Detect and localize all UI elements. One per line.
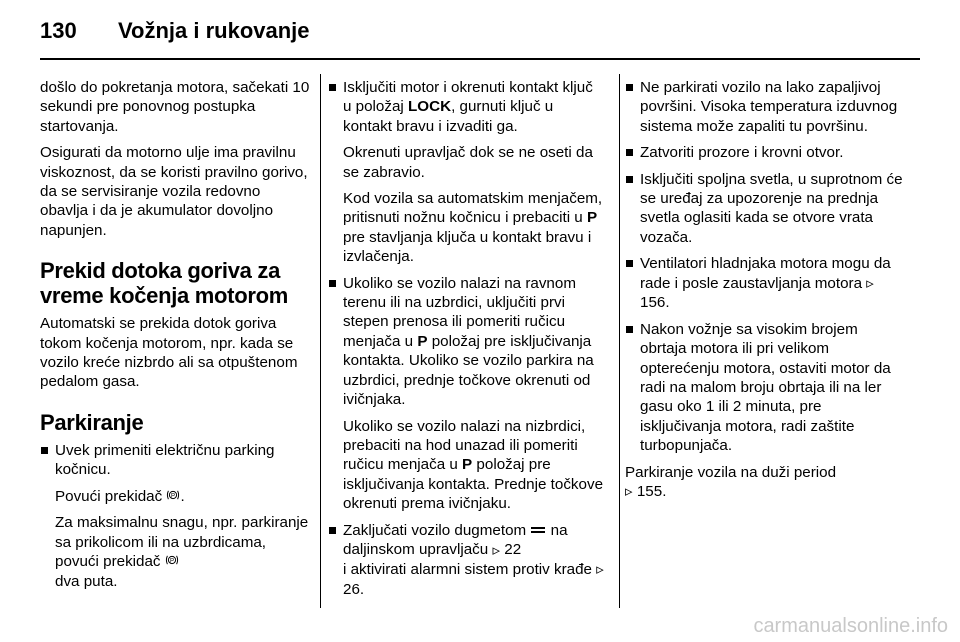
sub-paragraph: Povući prekidač P .	[55, 487, 185, 505]
header-rule	[40, 58, 920, 60]
section-heading: Prekid dotoka goriva za vreme kočenja motorom	[40, 258, 289, 309]
watermark: carmanualsonline.info	[753, 615, 948, 637]
parking-brake-icon	[166, 487, 180, 506]
page-number: 130	[40, 18, 77, 43]
bullet-item: Isključiti motor i okrenuti kontakt ključ u položaj LOCK, gurnuti ključ u kontakt bravu i izvaditi ga.	[328, 78, 604, 136]
paragraph: došlo do pokretanja motora, sačekati 10 sekundi pre ponovnog postupka startovanja.	[40, 79, 310, 135]
page-title: Vožnja i rukovanje	[118, 18, 310, 43]
page-reference-icon: ▹	[596, 561, 604, 579]
page-reference-icon: ▹	[492, 541, 501, 559]
bullet-item: Ne parkirati vozilo na lako zapaljivoj površini. Visoka temperatura izduvnog sistema može zapaliti tu površinu.	[625, 78, 903, 136]
page-reference-icon: ▹	[625, 483, 633, 501]
bullet-item: Uvek primeniti električnu parking kočnicu.	[40, 441, 312, 480]
paragraph: Parkiranje vozila na duži period ▹ 155.	[625, 463, 837, 501]
paragraph: Osigurati da motorno ulje ima pravilnu viskoznost, da se koristi pravilno gorivo, da se servisiranje vozila redovno obavlja i da je akumulator dovoljno napunjen.	[40, 144, 308, 239]
column-3	[625, 78, 903, 509]
bullet-item: Zaključati vozilo dugmetom na daljinskom upravljaču ▹ 22 i aktivirati alarmni sistem protiv krađe ▹ 26.	[328, 521, 604, 599]
lock-button-icon	[530, 521, 546, 540]
bullet-item: Ventilatori hladnjaka motora mogu da rade i posle zaustavljanja motora ▹ 156.	[625, 254, 903, 313]
column-1	[40, 78, 312, 598]
parking-brake-icon	[165, 552, 179, 571]
page-header	[40, 18, 310, 44]
column-divider	[320, 74, 321, 608]
svg-text:P: P	[171, 493, 176, 500]
bullet-item: Ukoliko se vozilo nalazi na ravnom terenu ili na uzbrdici, uključiti prvi stepen prenosa ili pomeriti ručicu menjača u P položaj pre isključivanja kontakta. Ukoliko se vozilo parkira na uzbrdici, prednje točkove okrenuti od ivičnjaka.	[328, 274, 604, 410]
bullet-item: Zatvoriti prozore i krovni otvor.	[625, 143, 903, 162]
bullet-item: Isključiti spoljna svetla, u suprotnom će se uređaj za upozorenje na prednja svetla oglasiti kada se otvore vrata vozača.	[625, 170, 903, 248]
sub-paragraph: Ukoliko se vozilo nalazi na nizbrdici, prebaciti na hod unazad ili pomeriti ručicu menjača u P položaj pre isključivanja kontakta. Prednje točkove okrenuti prema ivičnjaku.	[343, 417, 604, 513]
bullet-item: Nakon vožnje sa visokim brojem obrtaja motora ili pri velikom opterećenju motora, ostaviti motor da radi na malom broju obrtaja ili na ler gasu oko 1 ili 2 minuta, pre isključivanja motora, radi zaštite turbopunjača.	[625, 320, 903, 456]
page-reference-icon: ▹	[866, 274, 874, 292]
sub-paragraph: Okrenuti upravljač dok se ne oseti da se zabravio.	[343, 144, 593, 181]
sub-paragraph: Kod vozila sa automatskim menjačem, pritisnuti nožnu kočnicu i prebaciti u P pre stavljanja ključa u kontakt bravu i izvlačenja.	[343, 190, 603, 266]
section-heading: Parkiranje	[40, 409, 144, 435]
column-divider	[619, 74, 620, 608]
paragraph: Automatski se prekida dotok goriva tokom kočenja motorom, npr. kada se vozilo kreće nizbrdo ali sa otpuštenom pedalom gasa.	[40, 315, 298, 391]
sub-paragraph: Za maksimalnu snagu, npr. parkiranje sa prikolicom ili na uzbrdicama, povući prekidač P dva puta.	[55, 514, 309, 590]
column-2	[328, 78, 604, 606]
svg-text:P: P	[169, 559, 174, 566]
